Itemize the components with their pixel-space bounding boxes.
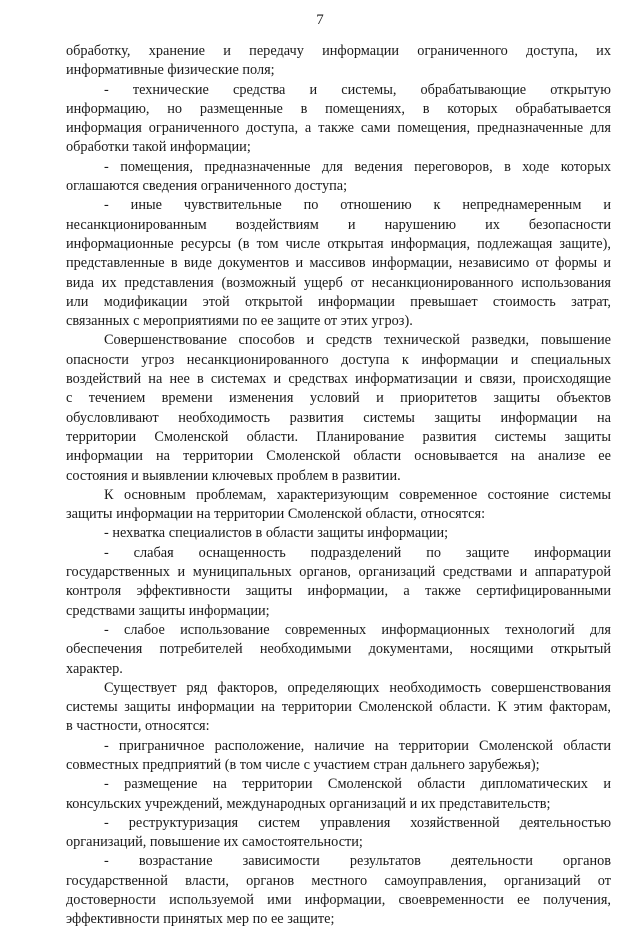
paragraph [66, 331, 611, 485]
text-line: опасности угроз несанкционированного доступа к информации и специальных [66, 351, 611, 368]
text-line: совместных предприятий (в том числе с участием стран дальнего зарубежья); [66, 756, 540, 773]
paragraph [66, 196, 611, 331]
paragraph [66, 524, 611, 543]
text-line: контроля эффективности защиты информации, а также сертифицированными [66, 583, 611, 600]
text-line: информацию, но размещенные в помещениях, в которых обрабатывается [66, 100, 611, 117]
paragraph [66, 42, 611, 81]
paragraph [66, 679, 611, 737]
text-line: системы защиты информации на территории Смоленской области. К этим факторам, [66, 699, 611, 716]
text-line: или модификации этой открытой информации превышает стоимость затрат, [66, 293, 611, 310]
text-line: государственных и муниципальных органов, организаций средствами и аппаратурой [66, 564, 611, 581]
text-line: оглашаются сведения ограниченного доступа; [66, 178, 348, 195]
text-line: - слабая оснащенность подразделений по защите информации [104, 544, 611, 561]
text-line: - иные чувствительные по отношению к непреднамеренным и [104, 197, 611, 214]
text-line: информативные физические поля; [66, 62, 275, 79]
text-line: вида их представления (возможный ущерб от несанкционированного использования [66, 274, 611, 291]
text-line: информация ограниченного доступа, а также сами помещения, предназначенные для [66, 120, 611, 137]
text-line: - реструктуризация систем управления хозяйственной деятельностью [104, 814, 611, 831]
paragraph [66, 737, 611, 776]
paragraph [66, 621, 611, 679]
text-line: характер. [66, 660, 123, 677]
document-body [66, 42, 611, 930]
text-line: связанных с мероприятиями по ее защите от этих угроз). [66, 313, 413, 330]
text-line: информационные ресурсы (в том числе открытая информация, подлежащая защите), [66, 235, 611, 252]
text-line: - нехватка специалистов в области защиты информации; [104, 525, 449, 542]
text-line: воздействий на нее в системах и средствах информатизации и связи, происходящие [66, 371, 611, 388]
paragraph [66, 775, 611, 814]
text-line: обработки такой информации; [66, 139, 251, 156]
text-line: - технические средства и системы, обрабатывающие открытую [104, 81, 611, 98]
text-line: несанкционированным воздействиям и нарушению их безопасности [66, 216, 611, 233]
text-line: организаций, повышение их самостоятельности; [66, 834, 363, 851]
text-line: - размещение на территории Смоленской области дипломатических и [104, 776, 611, 793]
paragraph [66, 81, 611, 158]
text-line: в частности, относятся: [66, 718, 210, 735]
text-line: представленные в виде документов и массивов информации, независимо от формы и [66, 255, 611, 272]
text-line: территории Смоленской области. Планирование развития системы защиты [66, 428, 611, 445]
text-line: состояния и выявлении ключевых проблем в развитии. [66, 467, 401, 484]
text-line: защиты информации на территории Смоленской области, относятся: [66, 506, 486, 523]
paragraph [66, 814, 611, 853]
text-line: информации на территории Смоленской области основывается на анализе ее [66, 448, 611, 465]
text-line: Существует ряд факторов, определяющих необходимость совершенствования [104, 679, 611, 696]
paragraph [66, 544, 611, 621]
text-line: обработку, хранение и передачу информации ограниченного доступа, их [66, 43, 611, 59]
text-line: обусловливают необходимость развития системы защиты информации на [66, 409, 611, 426]
text-line: обеспечения потребителей необходимыми документами, носящими открытый [66, 641, 611, 658]
text-line: эффективности принятых мер по ее защите; [66, 911, 335, 928]
text-line: К основным проблемам, характеризующим современное состояние системы [104, 486, 611, 503]
text-line: средствами защиты информации; [66, 602, 270, 619]
text-line: достоверности используемой ими информации, своевременности ее получения, [66, 892, 611, 909]
text-line: - возрастание зависимости результатов деятельности органов [104, 853, 611, 870]
text-line: - приграничное расположение, наличие на территории Смоленской области [104, 737, 611, 754]
text-line: с течением времени изменения условий и приоритетов защиты объектов [66, 390, 611, 407]
paragraph [66, 852, 611, 929]
text-line: Совершенствование способов и средств технической разведки, повышение [104, 332, 611, 349]
text-line: - помещения, предназначенные для ведения переговоров, в ходе которых [104, 158, 611, 175]
text-line: консульских учреждений, международных организаций и их представительств; [66, 795, 551, 812]
text-line: государственной власти, органов местного самоуправления, организаций от [66, 872, 611, 889]
page-number: 7 [316, 12, 324, 28]
text-line: - слабое использование современных информационных технологий для [104, 621, 611, 638]
paragraph [66, 486, 611, 525]
paragraph [66, 158, 611, 197]
